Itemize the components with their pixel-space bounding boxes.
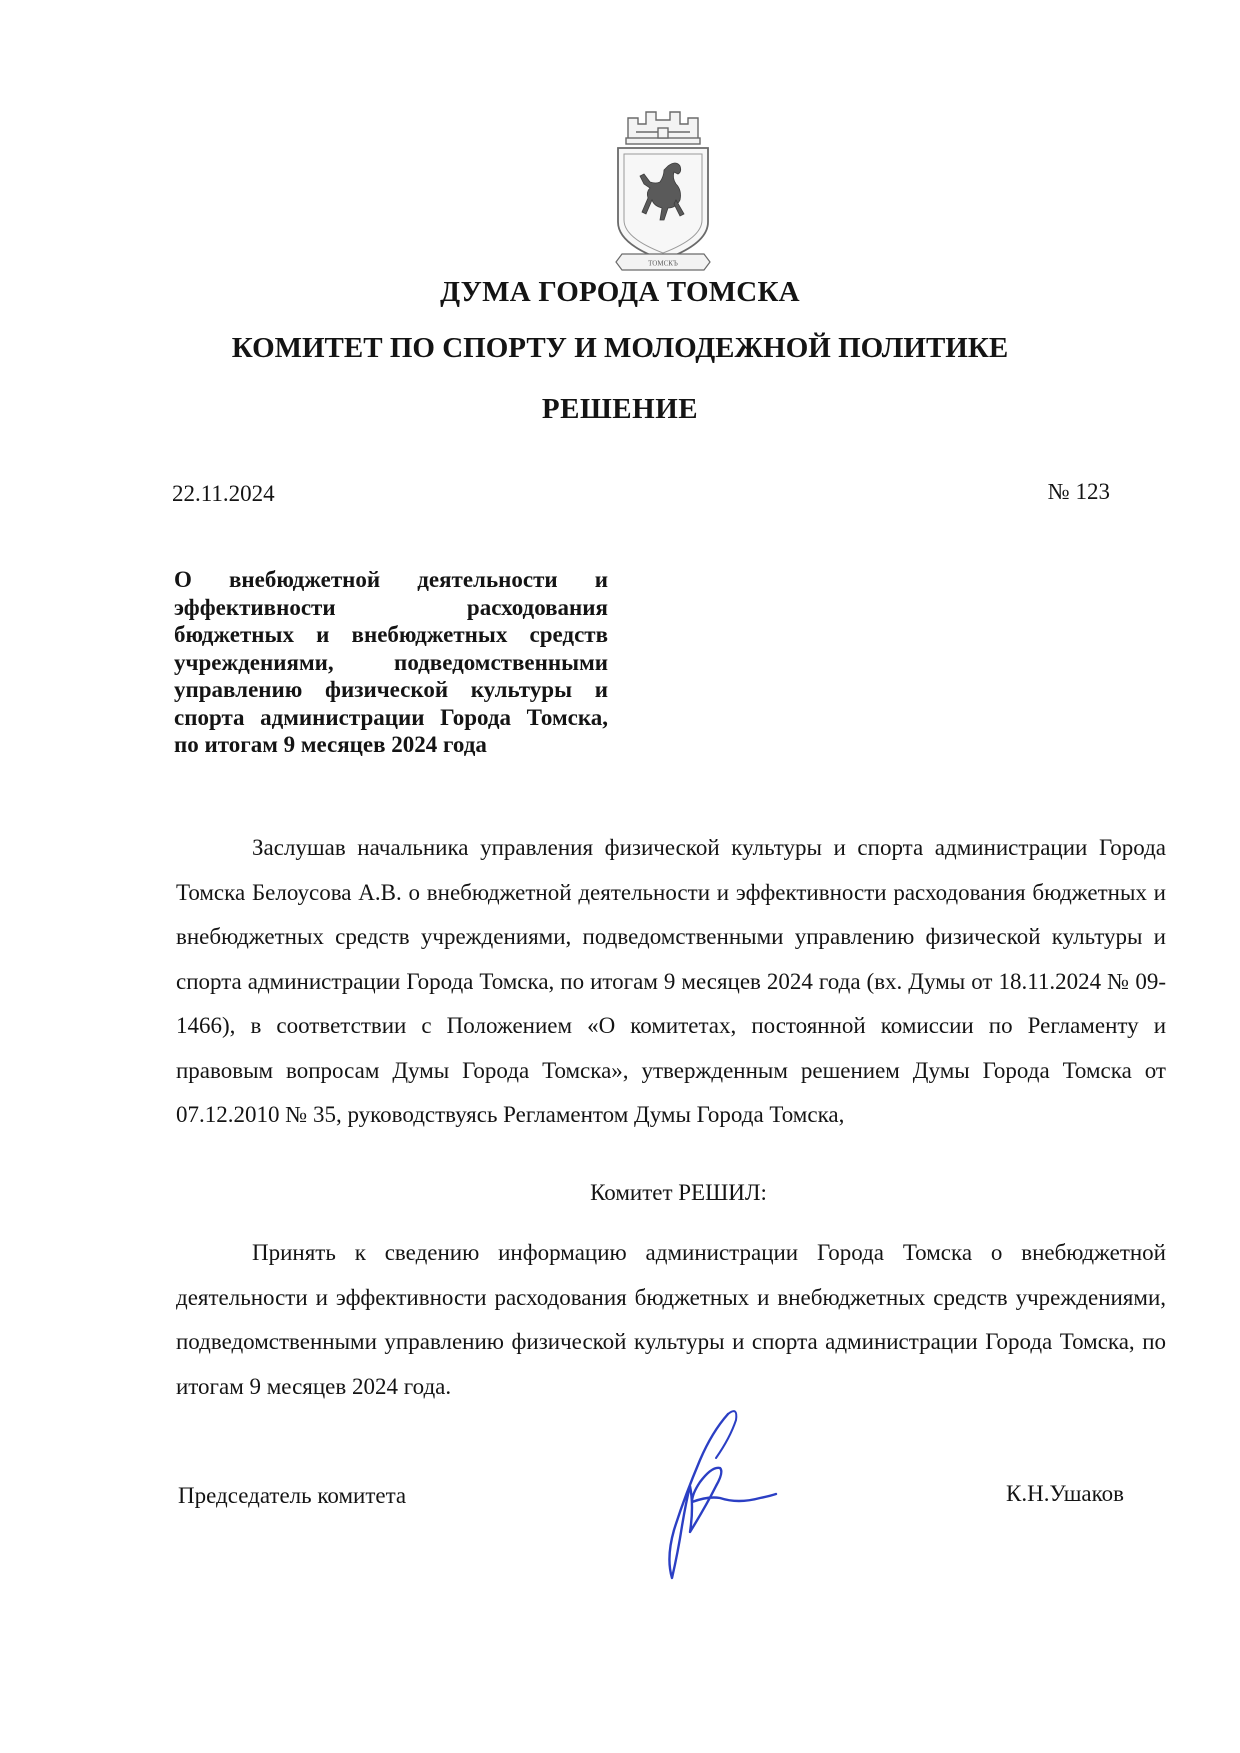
decision-date: 22.11.2024: [172, 481, 275, 506]
preamble-paragraph: Заслушав начальника управления физической культуры и спорта администрации Города Томска Белоусова А.В. о внебюджетной деятельности и эффективности расходования бюджетных и внебюджетных средств учреждениями, подведомственными управлению физической культуры и спорта администрации Города Томска, по итогам 9 месяцев 2024 года (вх. Думы от 18.11.2024 № 09-1466), в соответствии с Положением «О комитетах, постоянной комиссии по Регламенту и правовым вопросам Думы Города Томска», утвержденным решением Думы Города Томска от 07.12.2010 № 35, руководствуясь Регламентом Думы Города Томска,: [176, 835, 1166, 1127]
resolution-paragraph: Принять к сведению информацию администрации Города Томска о внебюджетной деятельности и эффективности расходования бюджетных и внебюджетных средств учреждениями, подведомственными управлению физической культуры и спорта администрации Города Томска, по итогам 9 месяцев 2024 года.: [176, 1240, 1166, 1399]
decision-number: № 123: [1047, 479, 1110, 504]
committee-title: КОМИТЕТ ПО СПОРТУ И МОЛОДЕЖНОЙ ПОЛИТИКЕ: [231, 332, 1009, 364]
organization-title: ДУМА ГОРОДА ТОМСКА: [440, 276, 800, 308]
city-coat-of-arms: [606, 104, 720, 274]
coat-of-arms-icon: [606, 104, 720, 274]
signatory-title: Председатель комитета: [178, 1483, 407, 1508]
handwritten-signature: [620, 1402, 780, 1582]
ribbon-text: ТОМСКЪ: [648, 259, 678, 268]
document-type-title: РЕШЕНИЕ: [541, 393, 699, 425]
signatory-name: К.Н.Ушаков: [1006, 1481, 1124, 1506]
decision-subject: О внебюджетной деятельности и эффективности расходования бюджетных и внебюджетных средств учреждениями, подведомственными управлению физической культуры и спорта администрации Города Томска, по итогам 9 месяцев 2024 года: [174, 567, 608, 757]
signature-icon: [620, 1402, 780, 1582]
resolve-line: Комитет РЕШИЛ:: [590, 1180, 767, 1205]
